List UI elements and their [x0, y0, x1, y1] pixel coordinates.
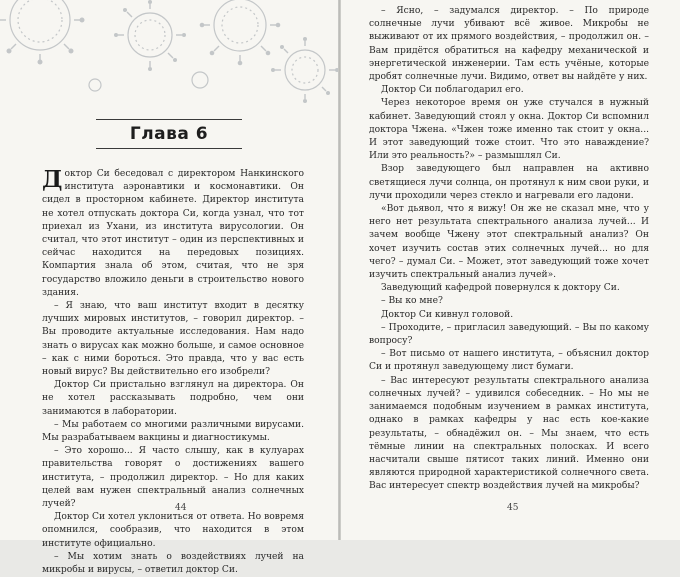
- paragraph: – Проходите, – пригласил заведующий. – Вы по какому вопросу?: [369, 322, 649, 347]
- paragraph: – Мы хотим знать о воздействиях лучей на микробы и вирусы, – ответил доктор Си.: [42, 551, 304, 576]
- paragraph: – Я знаю, что ваш институт входит в десятку лучших мировых институтов, – говорил директор. – Вы проводите актуальные исследования. Нам надо знать о вирусах как можно больше, и самое основное – как с ними бороться. Это правда, что у вас есть новый вирус? Вы действительно его изобрели?: [42, 301, 304, 378]
- right-page: [341, 0, 680, 540]
- paragraph: – Это хорошо... Я часто слышу, как в кулуарах правительства говорят о достижениях вашего института, – продолжил директор. – Но для каких целей вам нужен спектральный анализ солнечных лучей?: [42, 446, 304, 510]
- chapter-rule-bottom: [96, 148, 242, 149]
- left-page: [0, 0, 338, 576]
- chapter-title: Глава 6: [129, 124, 209, 144]
- paragraph: – Вот письмо от нашего института, – объяснил доктор Си и протянул заведующему лист бумаги.: [369, 349, 649, 373]
- paragraph: Через некоторое время он уже стучался в нужный кабинет. Заведующий стоял у окна. Доктор Си вспомнил доктора Чжена. «Чжен тоже именно так стоит у окна... И этот заведующий тоже стоит. Что это наваждение? Или это реальность?» – размышлял Си.: [369, 98, 649, 162]
- paragraph: «Вот дьявол, что я вижу! Он же не сказал мне, что у него нет результата спектрального анализа лучей... И зачем вообще Чжену этот спектральный анализ? Он хочет изучить состав этих солнечных лучей... но для чего? – думал Си. – Может, этот заведующий тоже хочет изучить спектральный анализ лучей».: [369, 204, 649, 281]
- paragraph: – Ясно, – задумался директор. – По природе солнечные лучи убивают всё живое. Микробы не выживают от их прямого воздействия, – продолжил он. – Вам придётся обратиться на кафедру механической и энергетической инженерии. Там есть учёные, которые дробят солнечные лучи. Видимо, ответ вы найдёте у них.: [369, 6, 649, 83]
- paragraph: Доктор Си пристально взглянул на директора. Он не хотел рассказывать подробно, чем они занимаются в лаборатории.: [42, 380, 304, 417]
- paragraph: – Вас интересуют результаты спектрального анализа солнечных лучей? – удивился собеседник. – Но мы не занимаемся подобным изучением в рамках института, однако в рамках кафедры у нас есть кое-какие результаты, – обнадёжил он. – Мы знаем, что есть тёмные линии на спектральных полосках. И всего насчитали свыше пятисот таких линий. Именно они являются природной характеристикой солнечного света. Вас интересует спектр воздействия лучей на микробы?: [369, 375, 649, 492]
- paragraph: Доктор Си хотел уклониться от ответа. Но вовремя опомнился, сообразив, что находится в этом институте официально.: [42, 512, 304, 549]
- page-number: 45: [507, 503, 519, 513]
- paragraph: Доктор Си поблагодарил его.: [381, 85, 524, 96]
- paragraph: – Мы работаем со многими различными вирусами. Мы разрабатываем вакцины и диагностикумы.: [42, 419, 304, 444]
- paragraph: – Вы ко мне?: [381, 296, 443, 307]
- paragraph: Заведующий кафедрой повернулся к доктору Си.: [381, 283, 620, 294]
- paragraph: Доктор Си кивнул головой.: [381, 309, 514, 320]
- drop-cap: Д: [42, 166, 63, 193]
- paragraph: Доктор Си беседовал с директором Нанкинского института аэронавтики и космонавтики. Он сидел в просторном кабинете. Директор института не хотел отпускать доктора Си, когда узнал, что тот приехал из Ухани, из института вирусологии. Он считал, что этот институт – один из перспективных и сейчас находится на передовых позициях. Компартия знала об этом, считая, что не зря государство вложило деньги в строительство нового здания.: [42, 166, 304, 298]
- left-page-text: [42, 168, 304, 577]
- page-number: 44: [175, 503, 187, 513]
- virus-illustration-icon: [0, 0, 338, 120]
- chapter-rule-top: [96, 119, 242, 120]
- right-page-text: [369, 5, 649, 494]
- paragraph: Взор заведующего был направлен на активно светящиеся лучи солнца, он протянул к ним свои руки, и лучи проходили через стекло и нагревали его ладони.: [369, 164, 649, 201]
